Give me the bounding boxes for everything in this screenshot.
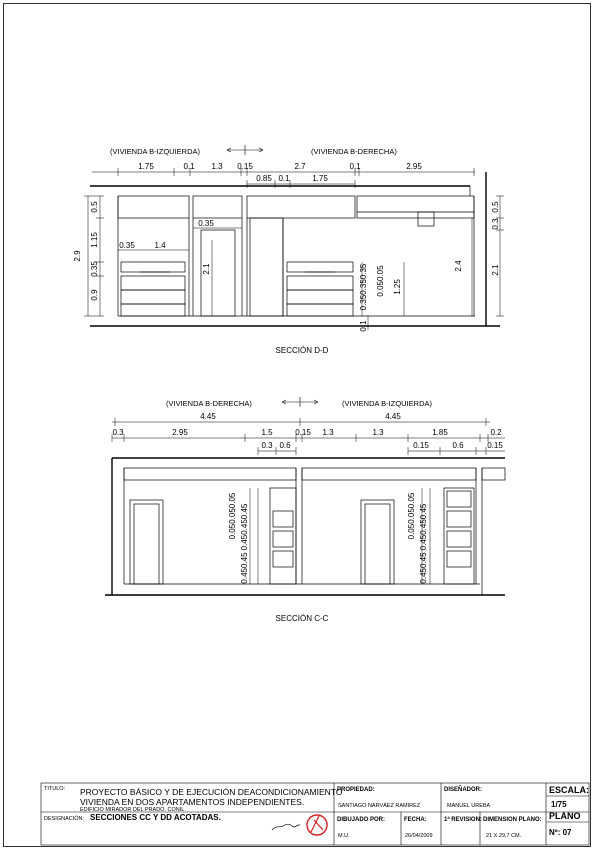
cc-vdims [250, 488, 430, 584]
cc-dim-1: 0.3 [112, 428, 124, 437]
cc-second-dim-line [258, 447, 505, 455]
dd-dim-6: 0.1 [349, 162, 361, 171]
cc-dim-2: 2.95 [172, 428, 188, 437]
dd-dim-7: 2.95 [406, 162, 422, 171]
dd-dim-1: 1.75 [138, 162, 154, 171]
dd-vdim-2: 1.15 [90, 232, 99, 248]
tb-titulo-line2: VIVIENDA EN DOS APARTAMENTOS INDEPENDIENTES. [80, 797, 305, 807]
dd-inner-21: 2.1 [202, 263, 211, 275]
cc-building [105, 458, 505, 595]
cc-dim-3: 1.5 [261, 428, 273, 437]
cc-dim2-4: 0.6 [452, 441, 464, 450]
tb-propiedad-label: PROPIEDAD: [337, 787, 375, 793]
section-dd [73, 145, 504, 355]
tb-disenador-label: DISEÑADOR: [444, 787, 483, 793]
dd-inner-stack: 0.350.350.35 [359, 263, 368, 311]
dd-inner-035b: 0.35 [198, 219, 214, 228]
cc-stack-b-left: 0.450.450.45 [240, 503, 249, 551]
cc-total-dim-line [112, 418, 490, 426]
dd-dim-5: 2.7 [294, 162, 306, 171]
dd-dim2-2: 0.1 [278, 174, 290, 183]
cc-stack-c-right: 0.450.45 [419, 552, 428, 584]
dd-rvdim-total: 2.1 [491, 264, 500, 276]
cc-stack-a-right: 0.050.050.05 [407, 492, 416, 540]
dd-dim2-1: 0.85 [256, 174, 272, 183]
cc-dim-7: 1.85 [432, 428, 448, 437]
tb-fecha-value: 26/04/2009 [405, 833, 433, 839]
cc-dim-6: 1.3 [372, 428, 384, 437]
dd-inner-14: 1.4 [154, 241, 166, 250]
tb-escala-label: ESCALA: [549, 785, 589, 795]
cc-stack-a-left: 0.050.050.05 [228, 492, 237, 540]
cc-dim2-3: 0.15 [413, 441, 429, 450]
dd-inner-24: 2.4 [454, 260, 463, 272]
tb-titulo-line1: PROYECTO BÁSICO Y DE EJECUCIÓN DEACONDICIONAMIENTO [80, 787, 343, 797]
dd-right-vdim [496, 196, 504, 316]
dd-caption: SECCIÓN D-D [275, 346, 329, 355]
dd-vdim-1: 0.5 [90, 201, 99, 213]
dd-arrow-icon [227, 145, 263, 155]
dd-building [90, 172, 500, 326]
cc-dim-4: 0.15 [295, 428, 311, 437]
cc-stack-c-left: 0.450.45 [240, 552, 249, 584]
dd-vdim-3: 0.35 [90, 261, 99, 277]
logo-icon [307, 815, 327, 835]
dd-rvdim-2: 0.3 [491, 218, 500, 230]
cc-dim2-1: 0.3 [261, 441, 273, 450]
cc-stack-b-right: 0.450.450.45 [419, 503, 428, 551]
dd-inner-035a: 0.35 [119, 241, 135, 250]
cc-label-right: (VIVIENDA B-IZQUIERDA) [342, 399, 433, 408]
tb-escala-value: 1/75 [551, 800, 567, 809]
dd-dim-2: 0.1 [183, 162, 195, 171]
cc-dim-8: 0.2 [490, 428, 502, 437]
dd-dim-3: 1.3 [211, 162, 223, 171]
cc-arrow-icon [282, 397, 318, 407]
tb-fecha-label: FECHA: [404, 817, 427, 823]
dd-inner-01: 0.1 [359, 320, 368, 332]
dd-inner-stack2: 0.050.05 [376, 265, 385, 297]
cc-dim2-2: 0.6 [279, 441, 291, 450]
tb-plano-value: Nº: 07 [549, 828, 572, 837]
tb-revision-label: 1ª REVISION: [444, 817, 482, 823]
dd-vdim-4: 0.9 [90, 289, 99, 301]
tb-plano-label: PLANO [549, 811, 581, 821]
cc-dim-5: 1.3 [322, 428, 334, 437]
cc-label-left: (VIVIENDA B-DERECHA) [166, 399, 252, 408]
cc-dim2-5: 0.15 [487, 441, 503, 450]
dd-label-left: (VIVIENDA B-IZQUIERDA) [110, 147, 201, 156]
dd-label-right: (VIVIENDA B-DERECHA) [311, 147, 397, 156]
tb-titulo-line3: EDIFICIO MIRADOR DEL PRADO. CONIL [80, 807, 185, 813]
cc-caption: SECCIÓN C-C [275, 614, 329, 623]
dd-dim2-3: 1.75 [312, 174, 328, 183]
cc-total-right: 4.45 [385, 412, 401, 421]
tb-dimension-label: DIMENSION PLANO: [483, 817, 542, 823]
dd-inner-125: 1.25 [393, 279, 402, 295]
dd-rvdim-1: 0.5 [491, 201, 500, 213]
section-cc [105, 397, 505, 623]
dd-vdim-total: 2.9 [73, 250, 82, 262]
tb-propiedad-value: SANTIAGO NARVÁEZ RAMIREZ [338, 803, 421, 809]
dd-inner-dims [118, 218, 472, 330]
dd-dim-4: 0.15 [237, 162, 253, 171]
tb-dimension-value: 21 X 29,7 CM. [486, 833, 522, 839]
signature [272, 824, 300, 830]
tb-designacion-label: DESIGNACIÓN: [44, 816, 85, 822]
sheet-frame [4, 4, 591, 847]
tb-dibujado-label: DIBUJADO POR: [337, 817, 386, 823]
cc-total-left: 4.45 [200, 412, 216, 421]
tb-disenador-value: MANUEL UREBA [447, 803, 491, 809]
tb-dibujado-value: M.U. [338, 833, 350, 839]
tb-titulo-label: TITULO: [44, 786, 66, 792]
tb-designacion-value: SECCIONES CC Y DD ACOTADAS. [90, 813, 221, 822]
